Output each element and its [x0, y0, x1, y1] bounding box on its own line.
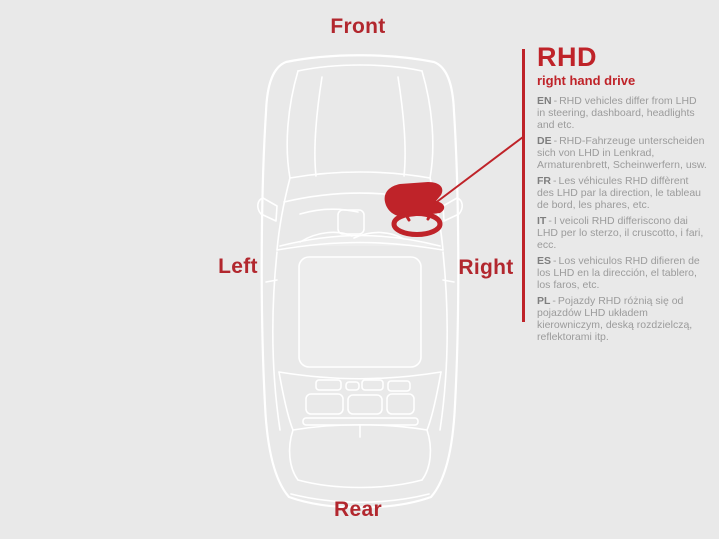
- language-code: EN: [537, 95, 552, 107]
- language-text: RHD vehicles differ from LHD in steering, dashboard, headlights and etc.: [537, 95, 697, 131]
- language-code: FR: [537, 175, 551, 187]
- language-text: Les véhicules RHD diffèrent des LHD par la direction, le tableau de bord, les phares, etc.: [537, 175, 702, 211]
- separator: -: [553, 175, 557, 187]
- panel-accent-bar: [522, 49, 525, 322]
- language-code: ES: [537, 255, 552, 267]
- separator: -: [553, 135, 558, 147]
- language-entry-en: [537, 95, 707, 131]
- language-text: I veicoli RHD differiscono dai LHD per lo sterzo, il cruscotto, i fari, ecc.: [537, 215, 704, 251]
- language-entry-es: [537, 255, 707, 291]
- car-outline: [258, 55, 462, 507]
- front-label: Front: [330, 15, 386, 38]
- language-text: Pojazdy RHD różnią się od pojazdów LHD układem kierowniczym, deską rozdzielczą, reflektorami itp.: [537, 295, 693, 343]
- leader-line: [434, 137, 523, 204]
- rhd-info-panel: [522, 44, 708, 347]
- panel-subtitle: right hand drive: [537, 73, 636, 88]
- language-code: DE: [537, 135, 552, 147]
- separator: -: [548, 215, 552, 227]
- language-entry-de: [537, 135, 707, 171]
- language-entry-fr: [537, 175, 707, 211]
- separator: -: [553, 255, 557, 267]
- language-text: Los vehiculos RHD difieren de los LHD en la dirección, el tablero, los faros, etc.: [537, 255, 700, 291]
- language-descriptions: [537, 95, 707, 343]
- left-label: Left: [218, 255, 258, 278]
- language-text: RHD-Fahrzeuge unterscheiden sich von LHD in Lenkrad, Armaturenbrett, Scheinwerfern, usw.: [537, 135, 707, 171]
- separator: -: [552, 295, 556, 307]
- language-code: IT: [537, 215, 547, 227]
- separator: -: [553, 95, 558, 107]
- language-entry-pl: [537, 295, 707, 343]
- steering-wheel-highlight: [385, 182, 445, 235]
- language-code: PL: [537, 295, 551, 307]
- right-label: Right: [458, 256, 514, 279]
- panel-title: RHD: [537, 42, 597, 72]
- language-entry-it: [537, 215, 707, 251]
- rear-label: Rear: [334, 498, 382, 521]
